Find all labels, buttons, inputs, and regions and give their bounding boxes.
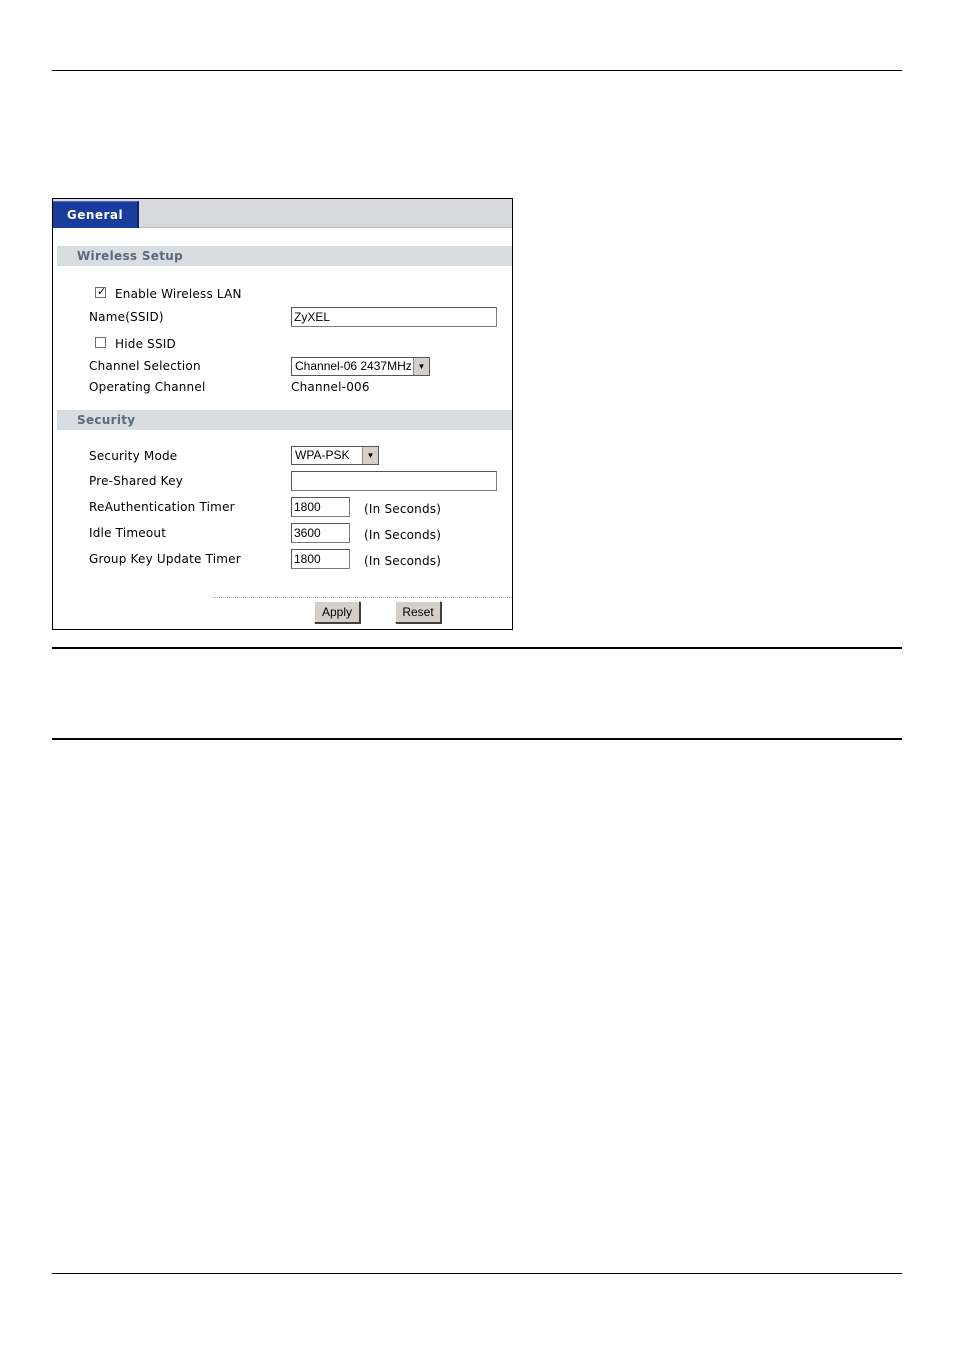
security-mode-label: Security Mode: [89, 449, 178, 463]
group-key-timer-unit: (In Seconds): [364, 554, 442, 568]
button-divider: [213, 597, 512, 598]
caption-divider-bottom: [52, 738, 902, 740]
idle-timeout-label: Idle Timeout: [89, 526, 167, 540]
enable-wireless-lan-label: Enable Wireless LAN: [115, 287, 242, 301]
page-divider-bottom: [52, 1273, 902, 1274]
channel-selection-label: Channel Selection: [89, 359, 201, 373]
hide-ssid-checkbox[interactable]: [95, 337, 106, 348]
idle-timeout-input[interactable]: 3600: [291, 523, 350, 543]
enable-wireless-lan-checkbox[interactable]: [95, 287, 106, 298]
section-header-wireless-setup: Wireless Setup: [57, 246, 512, 266]
ssid-input[interactable]: ZyXEL: [291, 307, 497, 327]
operating-channel-label: Operating Channel: [89, 380, 206, 394]
pre-shared-key-label: Pre-Shared Key: [89, 474, 184, 488]
apply-button[interactable]: Apply: [314, 601, 360, 623]
channel-select[interactable]: [291, 357, 430, 376]
group-key-timer-label: Group Key Update Timer: [89, 552, 241, 566]
section-header-security: Security: [57, 410, 512, 430]
operating-channel-value: Channel-006: [291, 380, 370, 394]
channel-select-value: Channel-06 2437MHz: [295, 359, 412, 373]
pre-shared-key-input[interactable]: [291, 471, 497, 491]
reauth-timer-input[interactable]: 1800: [291, 497, 350, 517]
security-mode-value: WPA-PSK: [295, 448, 350, 462]
hide-ssid-label: Hide SSID: [115, 337, 176, 351]
page-divider-top: [52, 70, 902, 71]
security-mode-select[interactable]: [291, 446, 379, 465]
name-ssid-label: Name(SSID): [89, 310, 164, 324]
tab-general[interactable]: General: [53, 201, 139, 228]
wireless-general-panel: [52, 198, 513, 630]
reauth-timer-unit: (In Seconds): [364, 502, 442, 516]
chevron-down-icon[interactable]: ▼: [362, 447, 378, 464]
tab-bar: [53, 199, 512, 228]
reauth-timer-label: ReAuthentication Timer: [89, 500, 235, 514]
check-icon: ✓: [97, 285, 107, 298]
idle-timeout-unit: (In Seconds): [364, 528, 442, 542]
reset-button[interactable]: Reset: [395, 601, 441, 623]
caption-divider-top: [52, 647, 902, 649]
chevron-down-icon[interactable]: ▼: [413, 358, 429, 375]
group-key-timer-input[interactable]: 1800: [291, 549, 350, 569]
